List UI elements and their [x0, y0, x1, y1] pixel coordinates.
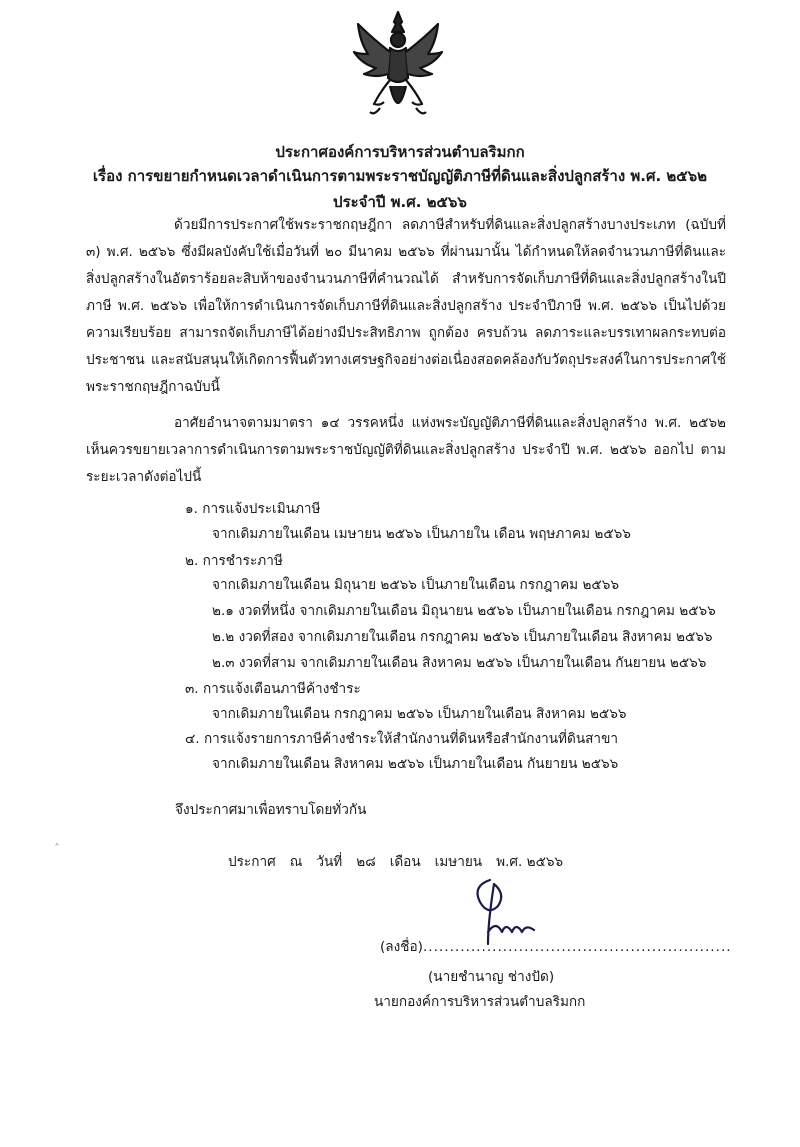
- body-paragraph-1: [86, 212, 726, 401]
- item-2-sub-2: ๒.๒ งวดที่สอง จากเดิมภายในเดือน กรกฎาคม ๒๕๖๖ เป็นภายในเดือน สิงหาคม ๒๕๖๖: [212, 629, 713, 645]
- item-1-detail: จากเดิมภายในเดือน เมษายน ๒๕๖๖ เป็นภายใน เดือน พฤษภาคม ๒๕๖๖: [212, 526, 631, 542]
- paragraph-1-text: ด้วยมีการประกาศใช้พระราชกฤษฎีกา ลดภาษีสำหรับที่ดินและสิ่งปลูกสร้างบางประเภท (ฉบับที่ ๓) พ.ศ. ๒๕๖๖ ซึ่งมีผลบังคับใช้เมื่อวันที่ ๒๐ มีนาคม ๒๕๖๖ ที่ผ่านมานั้น ได้กำหนดให้ลดจำนวนภาษีที่ดินและสิ่งปลูกสร้างในอัตราร้อยละสิบห้าของจำนวนภาษีที่คำนวณได้ สำหรับการจัดเก็บภาษีที่ดินและสิ่งปลูกสร้างในปีภาษี พ.ศ. ๒๕๖๖ เพื่อให้การดำเนินการจัดเก็บภาษีที่ดินและสิ่งปลูกสร้าง ประจำปีภาษี พ.ศ. ๒๕๖๖ เป็นไปด้วยความเรียบร้อย สามารถจัดเก็บภาษีได้อย่างมีประสิทธิภาพ ถูกต้อง ครบถ้วน ลดภาระและบรรเทาผลกระทบต่อประชาชน และสนับสนุนให้เกิดการฟื้นตัวทางเศรษฐกิจอย่างต่อเนื่องสอดคล้องกับวัตถุประสงค์ในการประกาศใช้พระราชกฤษฎีกาฉบับนี้: [86, 217, 726, 395]
- item-4-title: ๔. การแจ้งรายการภาษีค้างชำระให้สำนักงานที่ดินหรือสำนักงานที่ดินสาขา: [185, 731, 618, 747]
- garuda-emblem-icon: [350, 8, 446, 126]
- item-2-title: ๒. การชำระภาษี: [185, 553, 283, 569]
- item-3-title: ๓. การแจ้งเตือนภาษีค้างชำระ: [185, 681, 361, 697]
- signer-name: (นายชำนาญ ช่างปัด): [428, 969, 555, 985]
- item-1-title: ๑. การแจ้งประเมินภาษี: [185, 501, 321, 517]
- signer-position: นายกองค์การบริหารส่วนตำบลริมกก: [374, 994, 586, 1010]
- subject-line: เรื่อง การขยายกำหนดเวลาดำเนินการตามพระราชบัญญัติภาษีที่ดินและสิ่งปลูกสร้าง พ.ศ. ๒๕๖๒: [92, 167, 708, 185]
- item-3-detail: จากเดิมภายในเดือน กรกฎาคม ๒๕๖๖ เป็นภายในเดือน สิงหาคม ๒๕๖๖: [212, 706, 627, 722]
- year-line: ประจำปี พ.ศ. ๒๕๖๖: [333, 193, 467, 211]
- body-paragraph-2: [86, 410, 726, 491]
- org-title: ประกาศองค์การบริหารส่วนตำบลริมกก: [275, 143, 525, 161]
- paragraph-2-text: อาศัยอำนาจตามมาตรา ๑๔ วรรคหนึ่ง แห่งพระบัญญัติภาษีที่ดินและสิ่งปลูกสร้าง พ.ศ. ๒๕๖๒ เห็นควรขยายเวลาการดำเนินการตามพระราชบัญญัติที่ดินและสิ่งปลูกสร้าง ประจำปี พ.ศ. ๒๕๖๖ ออกไป ตามระยะเวลาดังต่อไปนี้: [86, 415, 726, 485]
- announcement-date: ประกาศ ณ วันที่ ๒๘ เดือน เมษายน พ.ศ. ๒๕๖๖: [228, 854, 564, 870]
- item-2-detail: จากเดิมภายในเดือน มิถุนาย ๒๕๖๖ เป็นภายในเดือน กรกฎาคม ๒๕๖๖: [212, 577, 619, 593]
- item-2-sub-3: ๒.๓ งวดที่สาม จากเดิมภายในเดือน สิงหาคม ๒๕๖๖ เป็นภายในเดือน กันยายน ๒๕๖๖: [212, 655, 707, 671]
- signature-line: (ลงชื่อ)..........................................................: [380, 939, 732, 955]
- paper-mark: ˆ: [54, 842, 60, 856]
- closing-statement: จึงประกาศมาเพื่อทราบโดยทั่วกัน: [175, 802, 367, 818]
- item-4-detail: จากเดิมภายในเดือน สิงหาคม ๒๕๖๖ เป็นภายในเดือน กันยายน ๒๕๖๖: [212, 756, 619, 772]
- item-2-sub-1: ๒.๑ งวดที่หนึ่ง จากเดิมภายในเดือน มิถุนายน ๒๕๖๖ เป็นภายในเดือน กรกฎาคม ๒๕๖๖: [212, 603, 716, 619]
